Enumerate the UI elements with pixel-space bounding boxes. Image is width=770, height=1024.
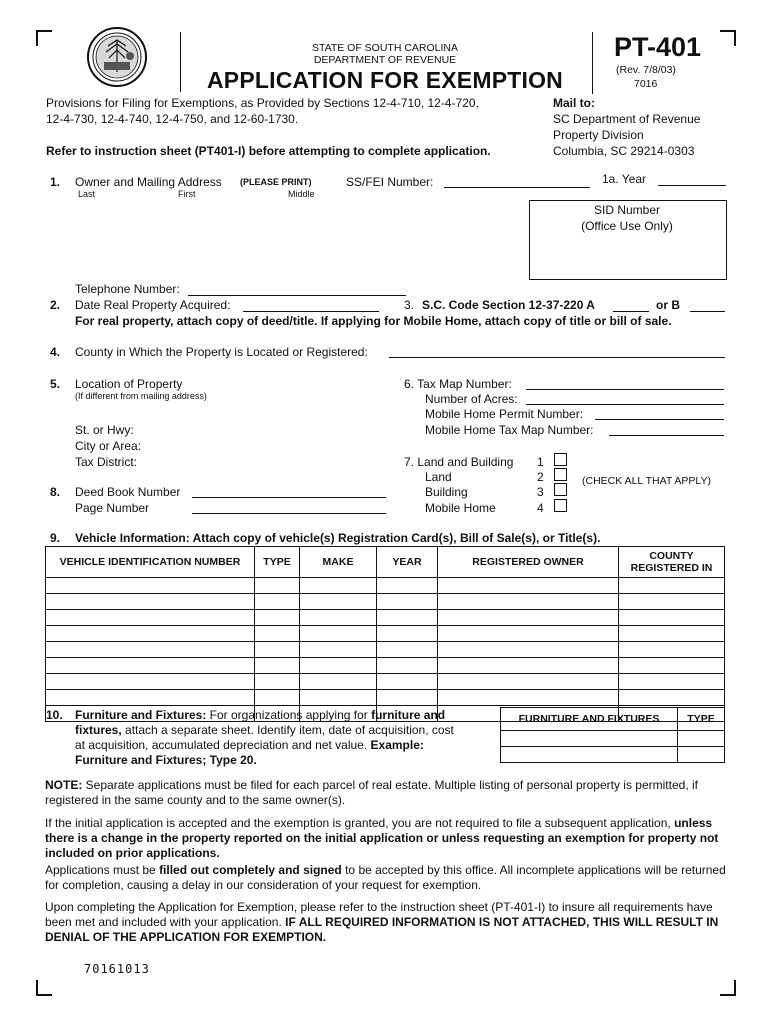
corner-mark-bottom-right bbox=[720, 980, 736, 996]
vehicle-table bbox=[45, 546, 725, 722]
street-label: St. or Hwy: bbox=[75, 423, 134, 437]
vehicle-row[interactable] bbox=[46, 642, 725, 658]
attach-deed-instruction: For real property, attach copy of deed/title. If applying for Mobile Home, attach copy of title or bill of sale. bbox=[75, 314, 672, 328]
county-header-line-1: COUNTY bbox=[649, 550, 694, 562]
mh-permit-input[interactable] bbox=[595, 406, 724, 420]
item-10-text-1: For organizations applying for bbox=[206, 708, 372, 722]
form-code: 7016 bbox=[634, 78, 658, 90]
item-2-number: 2. bbox=[50, 298, 61, 312]
accepted-paragraph bbox=[45, 816, 727, 861]
provisions-line-1: Provisions for Filing for Exemptions, as Provided by Sections 12-4-710, 12-4-720, bbox=[46, 96, 479, 110]
ss-fei-label: SS/FEI Number: bbox=[346, 175, 434, 189]
land-building-label: 7. Land and Building bbox=[404, 455, 514, 469]
city-label: City or Area: bbox=[75, 439, 142, 453]
land-checkbox[interactable] bbox=[554, 468, 567, 481]
note-text: Separate applications must be filed for each parcel of real estate. Multiple listing of personal property is permitted, if registered in the same county and to the same owner(s). bbox=[45, 778, 698, 807]
furniture-table-header bbox=[501, 708, 725, 731]
upon-bold-text: IF ALL REQUIRED INFORMATION IS NOT ATTACHED, THIS WILL RESULT IN DENIAL OF THE APPLICATION FOR EXEMPTION. bbox=[45, 915, 719, 944]
vehicle-row[interactable] bbox=[46, 658, 725, 674]
option-2-number: 2 bbox=[537, 470, 544, 484]
item-3-number: 3. bbox=[404, 298, 415, 312]
example-label: Example: bbox=[367, 738, 424, 752]
item-10-text-2a: fixtures, bbox=[75, 723, 122, 737]
page-number-input[interactable] bbox=[192, 500, 386, 514]
county-registered-header bbox=[619, 547, 725, 578]
accepted-bold-text: unless there is a change in the property reported on the initial application or unless requesting an exemption for property not included on prior applications. bbox=[45, 816, 719, 860]
tax-map-input[interactable] bbox=[526, 376, 724, 390]
acres-label: Number of Acres: bbox=[425, 392, 518, 406]
date-acquired-input[interactable] bbox=[243, 298, 379, 312]
office-use-label: (Office Use Only) bbox=[581, 219, 673, 233]
item-10-number: 10. bbox=[46, 708, 63, 722]
option-1-number: 1 bbox=[537, 455, 544, 469]
location-note: (If different from mailing address) bbox=[75, 391, 207, 401]
deed-book-label: Deed Book Number bbox=[75, 485, 181, 499]
department-name: DEPARTMENT OF REVENUE bbox=[313, 54, 457, 66]
filled-paragraph bbox=[45, 863, 727, 893]
item-10-line-1 bbox=[75, 708, 445, 722]
provisions-line-2: 12-4-730, 12-4-740, 12-4-750, and 12-60-1730. bbox=[46, 112, 299, 126]
building-checkbox[interactable] bbox=[554, 483, 567, 496]
corner-mark-top-left bbox=[36, 30, 52, 46]
mail-to-line-2: Property Division bbox=[553, 128, 644, 142]
accepted-text: If the initial application is accepted and the exemption is granted, you are not required to file a subsequent application, bbox=[45, 816, 675, 830]
sid-label: SID Number bbox=[593, 203, 661, 217]
vehicle-row[interactable] bbox=[46, 674, 725, 690]
mail-to-line-3: Columbia, SC 29214-0303 bbox=[553, 144, 695, 158]
vehicle-info-label: Vehicle Information: Attach copy of vehicle(s) Registration Card(s), Bill of Sale(s), or Title(s). bbox=[75, 531, 601, 545]
county-header-line-2: REGISTERED IN bbox=[630, 562, 713, 574]
owner-address-label: Owner and Mailing Address bbox=[75, 175, 222, 189]
land-label: Land bbox=[425, 470, 452, 484]
footer-code: 70161013 bbox=[84, 962, 150, 976]
page-title: APPLICATION FOR EXEMPTION bbox=[207, 67, 563, 93]
mh-permit-label: Mobile Home Permit Number: bbox=[425, 407, 584, 421]
furniture-label: Furniture and Fixtures: bbox=[75, 708, 207, 722]
code-section-b-input[interactable] bbox=[690, 298, 725, 312]
location-label: Location of Property bbox=[75, 377, 183, 391]
telephone-label: Telephone Number: bbox=[75, 282, 180, 296]
ss-fei-input[interactable] bbox=[444, 174, 590, 188]
item-10-text-2b: attach a separate sheet. Identify item, date of acquisition, cost bbox=[121, 723, 454, 737]
tax-map-label: 6. Tax Map Number: bbox=[404, 377, 512, 391]
furniture-row[interactable] bbox=[501, 747, 725, 763]
corner-mark-top-right bbox=[720, 30, 736, 46]
furniture-header: FURNITURE AND FIXTURES bbox=[501, 708, 678, 731]
code-section-a-input[interactable] bbox=[613, 298, 649, 312]
county-label: County in Which the Property is Located or Registered: bbox=[75, 345, 368, 359]
refer-instruction: Refer to instruction sheet (PT401-I) before attempting to complete application. bbox=[46, 144, 491, 158]
please-print-note: (PLEASE PRINT) bbox=[240, 177, 312, 187]
type-header: TYPE bbox=[255, 547, 300, 578]
furniture-type-header: TYPE bbox=[678, 708, 725, 731]
vin-header: VEHICLE IDENTIFICATION NUMBER bbox=[46, 547, 255, 578]
header-divider-left bbox=[180, 32, 181, 92]
acres-input[interactable] bbox=[526, 391, 724, 405]
page-number-label: Page Number bbox=[75, 501, 150, 515]
note-paragraph bbox=[45, 778, 727, 808]
mobile-home-checkbox[interactable] bbox=[554, 499, 567, 512]
check-all-note: (CHECK ALL THAT APPLY) bbox=[582, 475, 711, 487]
item-10-text-1b: furniture and bbox=[371, 708, 446, 722]
filled-text-b: filled out completely and signed bbox=[159, 863, 342, 877]
make-header: MAKE bbox=[300, 547, 377, 578]
mail-to-label: Mail to: bbox=[553, 96, 595, 110]
vehicle-row[interactable] bbox=[46, 578, 725, 594]
building-label: Building bbox=[425, 485, 468, 499]
form-revision: (Rev. 7/8/03) bbox=[616, 64, 676, 76]
mh-tax-map-label: Mobile Home Tax Map Number: bbox=[425, 423, 594, 437]
date-acquired-label: Date Real Property Acquired: bbox=[75, 298, 231, 312]
mobile-home-label: Mobile Home bbox=[425, 501, 496, 515]
item-10-text-3: at acquisition, accumulated depreciation and net value. bbox=[75, 738, 368, 752]
first-name-label: First bbox=[178, 189, 196, 199]
deed-book-input[interactable] bbox=[192, 484, 386, 498]
item-5-number: 5. bbox=[50, 377, 61, 391]
item-10-line-3 bbox=[75, 738, 424, 752]
item-10-line-4: Furniture and Fixtures; Type 20. bbox=[75, 753, 257, 767]
furniture-table bbox=[500, 707, 725, 763]
form-number: PT-401 bbox=[614, 32, 702, 62]
year-label: 1a. Year bbox=[602, 172, 647, 186]
land-building-checkbox[interactable] bbox=[554, 453, 567, 466]
telephone-input[interactable] bbox=[188, 282, 406, 296]
state-seal-icon bbox=[86, 26, 148, 88]
vehicle-row[interactable] bbox=[46, 610, 725, 626]
vehicle-table-header bbox=[46, 547, 725, 578]
year-input[interactable] bbox=[658, 172, 726, 186]
vehicle-row[interactable] bbox=[46, 626, 725, 642]
filled-text-c: to be accepted by this office. All incomplete applications will be returned for completion, causing a delay in our consideration of your request for exemption. bbox=[45, 863, 726, 892]
vehicle-row[interactable] bbox=[46, 594, 725, 610]
item-8-number: 8. bbox=[50, 485, 61, 499]
last-name-label: Last bbox=[78, 189, 96, 199]
mail-to-line-1: SC Department of Revenue bbox=[553, 112, 701, 126]
code-section-or-b: or B bbox=[656, 298, 680, 312]
upon-text: Upon completing the Application for Exemption, please refer to the instruction sheet (PT-401-I) to insure all requirements have been met and included with your application. bbox=[45, 900, 713, 929]
tax-district-label: Tax District: bbox=[75, 455, 138, 469]
note-label: NOTE: bbox=[45, 778, 83, 792]
option-3-number: 3 bbox=[537, 485, 544, 499]
item-1-number: 1. bbox=[50, 175, 61, 189]
county-input[interactable] bbox=[389, 344, 725, 358]
middle-name-label: Middle bbox=[288, 189, 315, 199]
mh-tax-map-input[interactable] bbox=[609, 422, 724, 436]
upon-paragraph bbox=[45, 900, 727, 945]
state-name: STATE OF SOUTH CAROLINA bbox=[311, 42, 459, 54]
vehicle-row[interactable] bbox=[46, 690, 725, 706]
corner-mark-bottom-left bbox=[36, 980, 52, 996]
option-4-number: 4 bbox=[537, 501, 544, 515]
item-9-number: 9. bbox=[50, 531, 61, 545]
furniture-row[interactable] bbox=[501, 731, 725, 747]
item-10-line-2 bbox=[75, 723, 454, 737]
filled-text-a: Applications must be bbox=[45, 863, 160, 877]
code-section-label: S.C. Code Section 12-37-220 A bbox=[422, 298, 595, 312]
header-divider-right bbox=[592, 32, 593, 94]
item-4-number: 4. bbox=[50, 345, 61, 359]
year-header: YEAR bbox=[377, 547, 438, 578]
registered-owner-header: REGISTERED OWNER bbox=[438, 547, 619, 578]
